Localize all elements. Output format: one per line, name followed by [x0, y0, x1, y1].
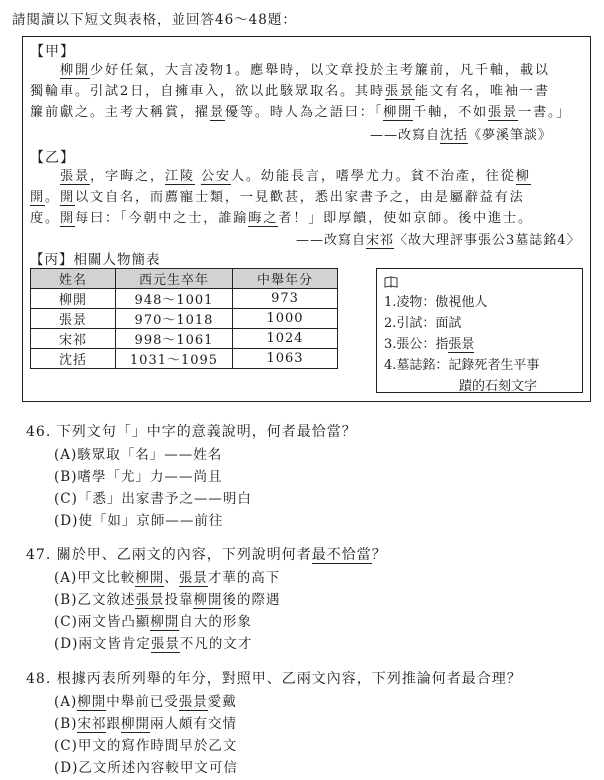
opt-text: (A)甲文比較: [54, 570, 136, 586]
question-47-stem: [26, 544, 387, 564]
q48-option-c[interactable]: (C)甲文的寫作時間早於乙文: [54, 738, 238, 754]
opt-text: 、: [164, 570, 179, 586]
glossary-item-cont: [459, 375, 537, 394]
jia-line-3-c: 優等。時人為之語曰：「: [224, 105, 384, 120]
table-row: [31, 289, 338, 309]
table-row: [31, 349, 338, 369]
name-zhangjing: 張景: [384, 84, 415, 99]
name-liukai: 柳開: [135, 570, 165, 586]
cell-years: 1031～1095: [116, 349, 233, 369]
opt-text: 自大的形象: [179, 614, 252, 630]
question-48-stem: 48. 根據丙表所列舉的年分，對照甲、乙兩文內容，下列推論何者最合理？: [26, 671, 522, 687]
cell-exam: 1000: [233, 309, 338, 329]
cell-years: 970～1018: [116, 309, 233, 329]
opt-text: (A): [54, 694, 78, 710]
name-zhangjing: 張景: [488, 105, 519, 120]
yi-line-2-b: 。: [45, 190, 60, 205]
place-gongan: 公安: [200, 169, 231, 184]
q46-option-a[interactable]: (A)駭眾取「名」——姓名: [54, 447, 223, 463]
col-header-name: 姓名: [31, 269, 116, 289]
opt-text: (B): [54, 716, 78, 732]
q46-option-b[interactable]: (B)嗜學「尤」力——尚且: [54, 469, 223, 485]
opt-text: (B)乙文敘述: [54, 592, 136, 608]
jia-line-3-g: 一書。」: [518, 105, 572, 120]
name-liukai: 柳開: [120, 716, 150, 732]
source-prefix: ——改寫自: [296, 233, 367, 248]
opt-text: 才華的高下: [207, 570, 281, 586]
section-yi-label: 【乙】: [30, 150, 75, 166]
cell-exam: 1063: [233, 349, 338, 369]
q47-stem-end: ？: [371, 547, 387, 563]
jia-line-1-text: 少好任氣，大言凌物1。應舉時，以文章投於主考簾前，凡千軸，載以: [89, 63, 550, 78]
glossary-text: 1.凌物：傲視他人: [384, 295, 488, 310]
q48-option-d[interactable]: (D)乙文所述內容較甲文可信: [54, 760, 238, 776]
yi-line-3: [30, 208, 533, 229]
cell-name: 張景: [31, 309, 116, 329]
glossary-item: [384, 333, 474, 352]
opt-text: 愛戴: [207, 694, 237, 710]
name-liukai: 柳開: [60, 63, 90, 78]
source-book: 〈故大理評事張公3墓誌銘4〉: [394, 233, 581, 248]
q47-option-a[interactable]: [54, 566, 280, 586]
jia-line-2-rest: 能文有名，唯袖一書: [414, 84, 550, 99]
q47-stem-text: 47. 關於甲、乙兩文的內容，下列說明何者: [26, 547, 312, 563]
q46-option-d[interactable]: (D)使「如」京師——前往: [54, 513, 224, 529]
book-icon: [384, 276, 398, 288]
col-header-exam: 中舉年分: [233, 269, 338, 289]
section-jia-label: 【甲】: [30, 44, 75, 60]
yi-line-1-b: ，字晦之，: [89, 169, 165, 184]
name-liukai: 柳開: [383, 105, 414, 120]
yi-line-1: [60, 166, 531, 187]
q47-option-c[interactable]: [54, 610, 252, 630]
jia-line-3-a: 簾前獻之。主考大稱賞，擢: [30, 105, 210, 120]
col-header-years: 西元生卒年: [116, 269, 233, 289]
opt-text: (C)兩文皆凸顯: [54, 614, 151, 630]
cell-name: 沈括: [31, 349, 116, 369]
cell-name: 柳開: [31, 289, 116, 309]
cell-years: 948～1001: [116, 289, 233, 309]
jia-line-3-e: 千軸，不如: [413, 105, 489, 120]
name-liu: 柳: [515, 169, 531, 184]
name-liukai: 柳開: [193, 592, 223, 608]
cell-exam: 973: [233, 289, 338, 309]
jia-line-2: [30, 81, 550, 102]
name-zhangjing: 張景: [150, 636, 180, 652]
jia-source: [370, 124, 552, 143]
opt-text: 兩人頗有交情: [149, 716, 237, 732]
q47-option-d[interactable]: [54, 632, 252, 652]
glossary-text: 3.張公：指: [384, 337, 449, 352]
glossary-text: 蹟的石刻文字: [459, 379, 538, 394]
opt-text: 不凡的文才: [179, 636, 253, 652]
name-zhangjing: 張景: [135, 592, 165, 608]
q48-option-b[interactable]: [54, 712, 237, 732]
opt-text: 投靠: [164, 592, 194, 608]
jia-line-3: [30, 102, 571, 123]
glossary-item: [384, 291, 487, 310]
yi-source: [296, 229, 581, 248]
yi-line-3-c: 每曰：「今朝中之士，誰踰: [74, 211, 249, 226]
name-liukai: 柳開: [77, 694, 107, 710]
name-kai: 開: [59, 211, 75, 226]
instruction: 請閱讀以下短文與表格，並回答46～48題：: [12, 12, 297, 28]
yi-line-1-e: 人。幼能長言，嗜學尤力。貧不治產，往從: [230, 169, 516, 184]
glossary-text: 4.墓誌銘：記錄死者生平事: [384, 358, 540, 373]
source-prefix: ——改寫自: [370, 128, 441, 143]
name-songqi: 宋祁: [77, 716, 107, 732]
yi-line-3-e: 者！」即厚饋，使如京師。後中進士。: [278, 211, 534, 226]
cell-years: 998～1061: [116, 329, 233, 349]
name-kai: 開: [30, 190, 45, 205]
q48-option-a[interactable]: [54, 690, 237, 710]
yi-line-2: [30, 187, 525, 208]
yi-line-2-d: 以文自名，而薦寵士類，一見歡甚，悉出家書予之，由是屬辭益有法: [75, 190, 525, 205]
cell-name: 宋祁: [31, 329, 116, 349]
q47-emphasis: 最不恰當: [311, 547, 372, 563]
glossary-item: [384, 312, 461, 331]
section-bing-label: 【丙】相關人物簡表: [30, 252, 161, 268]
name-zhangjing: 張景: [178, 570, 208, 586]
name-zhangjing: 張景: [178, 694, 208, 710]
table-header-row: [31, 269, 338, 289]
yi-line-3-a: 度。: [30, 211, 60, 226]
name-jing: 景: [209, 105, 225, 120]
q47-option-b[interactable]: [54, 588, 280, 608]
opt-text: 後的際遇: [222, 592, 281, 608]
name-zhangjing: 張景: [448, 337, 475, 352]
cell-exam: 1024: [233, 329, 338, 349]
name-huizhi: 晦之: [248, 211, 279, 226]
author-shenkuo: 沈括: [440, 128, 469, 143]
opt-text: (D)兩文皆肯定: [54, 636, 151, 652]
opt-text: 中舉前已受: [106, 694, 179, 710]
glossary-item: [384, 354, 539, 373]
name-zhangjing: 張景: [60, 169, 90, 184]
jia-line-1: [60, 60, 550, 81]
table-row: [31, 329, 338, 349]
people-table: [30, 268, 338, 369]
author-songqi: 宋祁: [366, 233, 395, 248]
place-jiangling: 江陵: [164, 169, 195, 184]
glossary-text: 2.引試：面試: [384, 316, 462, 331]
q46-option-c[interactable]: (C)「悉」出家書予之——明白: [54, 491, 252, 507]
name-liukai: 柳開: [150, 614, 180, 630]
source-book: 《夢溪筆談》: [468, 128, 553, 143]
name-kai: 開: [60, 190, 75, 205]
opt-text: 跟: [106, 716, 121, 732]
table-row: [31, 309, 338, 329]
question-46-stem: 46. 下列文句「」中字的意義說明，何者最恰當？: [26, 424, 357, 440]
jia-line-2-text: 獨輪車。引試2日，自擁車入，欲以此駭眾取名。其時: [30, 84, 385, 99]
